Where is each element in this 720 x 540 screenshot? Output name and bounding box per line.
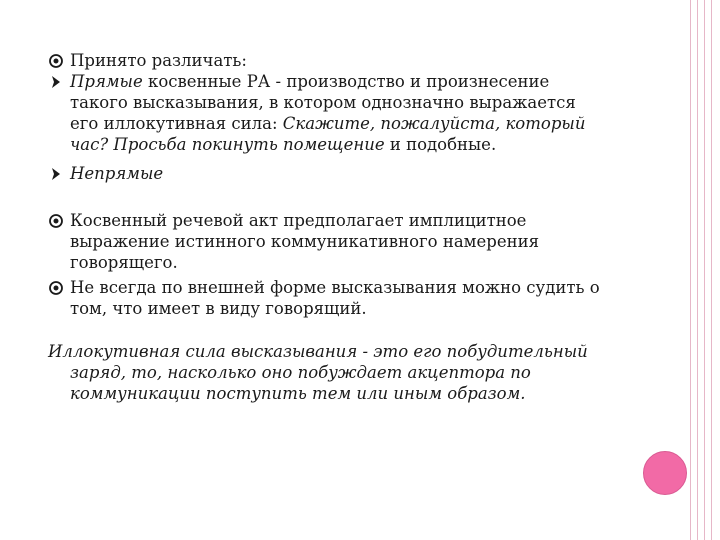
arrow-bullet-icon — [48, 166, 64, 182]
frame-line — [704, 0, 705, 540]
circle-bullet-icon — [48, 53, 64, 69]
list-item — [48, 71, 608, 155]
slide-content — [48, 50, 608, 404]
item-text: Косвенный речевой акт предполагает имплицитное выражение истинного коммуникативного намерения говорящего. — [70, 211, 539, 272]
list-item — [48, 163, 608, 184]
decorative-circle — [643, 451, 687, 495]
list-item — [48, 277, 608, 319]
frame-line — [711, 0, 712, 540]
item-text: и подобные. — [384, 135, 497, 154]
item-text: косвенные РА - производство и произнесение такого высказывания, в котором однозначно выражается его иллокутивная сила: — [70, 72, 576, 133]
frame-line — [690, 0, 691, 540]
item-italic: Непрямые — [70, 164, 164, 183]
arrow-bullet-icon — [48, 74, 64, 90]
circle-bullet-icon — [48, 280, 64, 296]
item-text: Не всегда по внешней форме высказывания можно судить о том, что имеет в виду говорящий. — [70, 278, 600, 318]
item-italic: Скажите, пожалуйста, который час? Просьба покинуть помещение — [70, 114, 586, 154]
circle-bullet-icon — [48, 213, 64, 229]
closing-paragraph: Иллокутивная сила высказывания - это его побудительный заряд, то, насколько оно побуждает акцептора по коммуникации поступить тем или иным образом. — [48, 342, 588, 403]
list-item — [48, 50, 608, 71]
item-text: Принято различать: — [70, 51, 247, 70]
item-italic: Прямые — [70, 72, 143, 91]
list-item — [48, 210, 608, 273]
frame-line — [697, 0, 698, 540]
